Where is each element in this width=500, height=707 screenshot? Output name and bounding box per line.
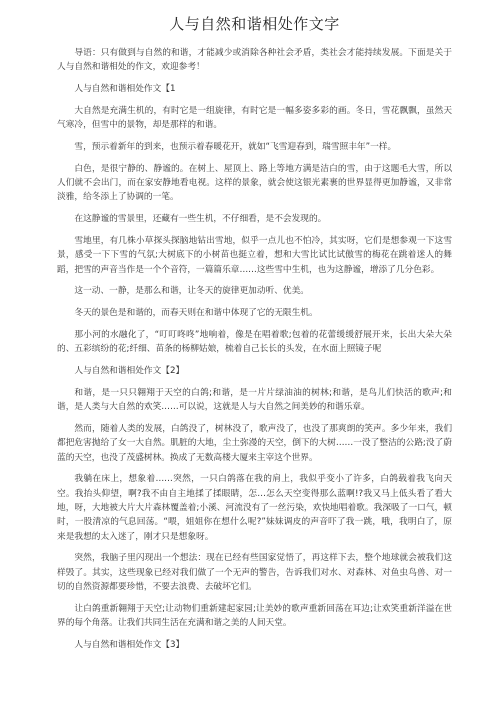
essay-2-paragraph: 和谐，是一只只翱翔于天空的白鸽;和谐，是一片片绿油油的树林;和谐，是鸟儿们快活的歌声;和谐，是人类与大自然的欢笑……可以说，这就是人与大自然之间美妙的和谐乐章。 — [57, 387, 452, 413]
essay-2-paragraph: 我躺在床上，想象着……突然，一只白鸽落在我的肩上，我似乎变小了许多，白鸽载着我飞向天空。我抬头仰望，啊?我不由自主地揉了揉眼睛，怎…怎么天空变得那么蓝啊!?我又马上低头看了看大地，呀，大地被大片大片森林覆盖着;小溪、河流没有了一丝污染，欢快地唱着歌。我深吸了一口气，顿时，一股清凉的气息回荡。“喂，姐姐你在想什么呢?”妹妹调皮的声音吓了我一跳，哦，我明白了，原来是我想的太入迷了，刚才只是想象呀。 — [57, 474, 452, 542]
essay-2-paragraph: 然而，随着人类的发展，白鸽没了，树林没了，歌声没了，也没了那爽朗的笑声。多少年来，我们都把危害抛给了女一大自然。肌脏的大地，尘土弥漫的天空，倒下的大树……一没了整洁的公路;没了蔚蓝的天空，也没了茂盛树林。换成了无数高楼大厦来主宰这个世界。 — [57, 423, 452, 463]
essay-3-heading: 人与自然和谐相处作文【3】 — [74, 639, 185, 650]
essay-1-paragraph: 在这静谧的雪景里，还藏有一些生机，不仔细看，是不会发现的。 — [74, 214, 327, 225]
essay-1-heading: 人与自然和谐相处作文【1 — [74, 84, 176, 95]
essay-1-paragraph: 冬天的景色是和谐的，而春天则在和谐中体现了它的无限生机。 — [74, 308, 318, 319]
essay-1-paragraph: 雪，预示着新年的到来，也预示着春暖花开，就如“飞雪迎春到，瑞雪照丰年”一样。 — [74, 141, 397, 152]
essay-2-heading: 人与自然和谐相处作文【2】 — [74, 366, 185, 377]
intro-paragraph: 导语：只有做到与自然的和谐，才能减少或消除各种社会矛盾，类社会才能持续发展。下面是关于人与自然和谐相处的作文，欢迎参考！ — [57, 48, 452, 73]
essay-1-paragraph: 雪地里，有几株小草探头探脑地钻出雪地，似乎一点儿也不怕冷，其实呀，它们是想参观一下这雪景，感受一下下雪的气氛;大树底下的小树苗也挺立着，想和大雪比试比试傲雪的梅花在跳着迷人的舞蹈，把雪的声音当作是一个个音符，一篇篇乐章……这些雪中生机，也为这静谧，增添了几分色彩。 — [57, 235, 452, 275]
essay-1-paragraph: 白色，是很宁静的、静谧的。在树上、屋顶上、路上等地方满是洁白的雪，由于这题毛大雪，所以人们就不会出门，而在家安静地看电视。这样的景象，就会使这银光素裹的世界显得更加静谧，又非常淡雅，给冬添上了协调的一笔。 — [57, 163, 452, 203]
document-title: 人与自然和谐相处作文字 — [169, 15, 340, 33]
essay-1-paragraph: 这一动、一静，是那么和谐，让冬天的旋律更加动听、优美。 — [74, 286, 309, 297]
essay-1-paragraph: 大自然是充满生机的，有时它是一组旋律，有时它是一幅多姿多彩的画。冬日，雪花飘飘，虽然天气寒冷，但雪中的景物，却是那样的和谐。 — [57, 105, 452, 131]
essay-2-paragraph: 突然，我脑子里闪现出一个想法：现在已经有些国家觉悟了，再这样下去，整个地球就会被我们这样毁了。其实，这些现象已经对我们做了一个无声的警告，告诉我们对水、对森林、对鱼虫鸟兽、对一切的自然资源都要珍惜，不要去浪费、去破坏它们。 — [57, 553, 452, 592]
essay-1-paragraph: 那小河的水融化了，“叮叮咚咚”地响着，像是在唱着歌;包着的花蕾缓缓舒展开来，长出大朵大朵的、五彩缤纷的花;纤细、苗条的杨柳姑娘，梳着自己长长的头发，在水面上照镜子呢 — [57, 329, 452, 355]
essay-2-paragraph: 让白鸽重新翱翔于天空;让动物们重新建起家园;让美妙的歌声重新回荡在耳边;让欢笑重新洋溢在世界的每个角落。让我们共同生活在充满和谐之美的人间天堂。 — [57, 603, 452, 628]
